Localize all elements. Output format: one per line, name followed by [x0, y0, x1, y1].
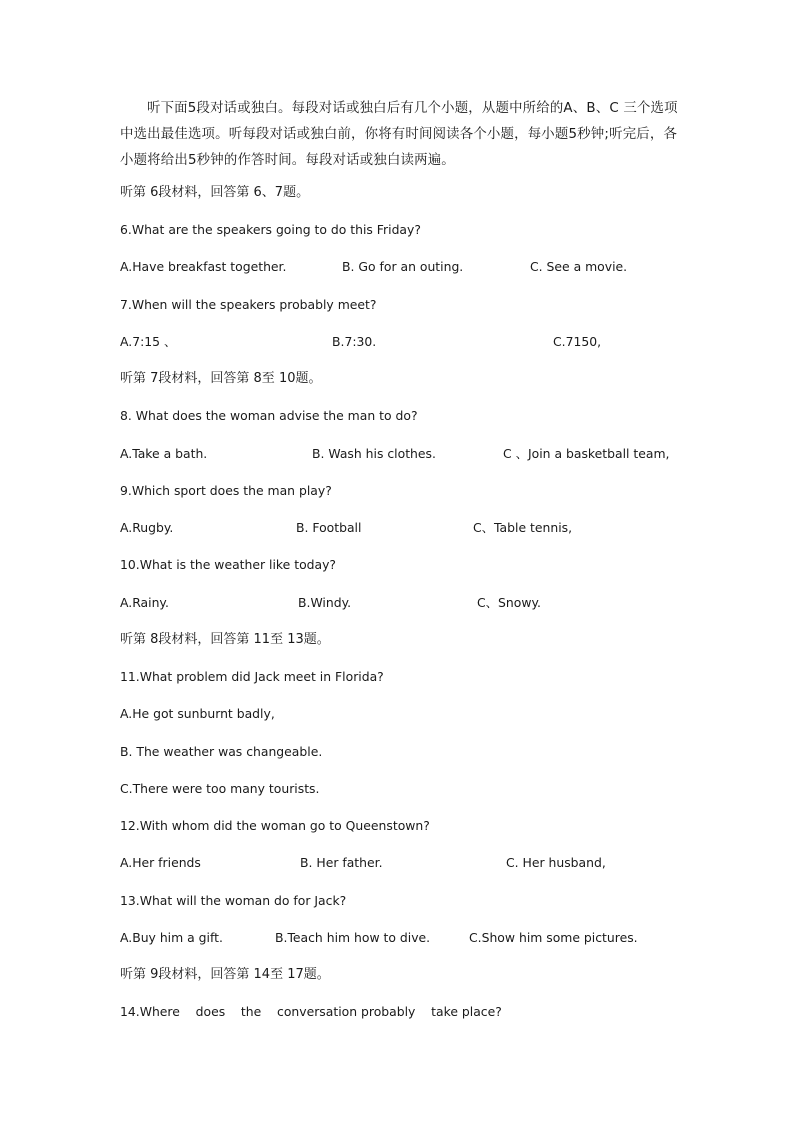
- section-9-heading: 听第 9段材料，回答第 14至 17题。: [120, 967, 330, 982]
- question-8-option-c: C 、Join a basketball team,: [503, 446, 670, 461]
- question-13: 13.What will the woman do for Jack?: [120, 893, 347, 908]
- question-6-option-c: C. See a movie.: [530, 259, 628, 274]
- question-10-option-a: A.Rainy.: [120, 595, 169, 610]
- question-12-option-a: A.Her friends: [120, 855, 201, 870]
- question-14: 14.Where does the conversation probably take place?: [120, 1004, 502, 1019]
- section-7-heading: 听第 7段材料，回答第 8至 10题。: [120, 371, 322, 386]
- question-7-option-c: C.7150,: [553, 334, 602, 349]
- question-8: 8. What does the woman advise the man to do?: [120, 408, 418, 423]
- listening-instructions: 听下面5段对话或独白。每段对话或独白后有几个小题，从题中所给的A、B、C 三个选项中选出最佳选项。听每段对话或独白前，你将有时间阅读各个小题，每小题5秒钟;听完后，各小题将给出5秒钟的作答时间。每段对话或独白读两遍。: [120, 101, 678, 168]
- question-11-option-b: B. The weather was changeable.: [120, 744, 323, 759]
- question-13-option-c: C.Show him some pictures.: [469, 930, 638, 945]
- question-11-option-a: A.He got sunburnt badly,: [120, 706, 275, 721]
- question-9-option-a: A.Rugby.: [120, 520, 174, 535]
- question-7-option-b: B.7:30.: [332, 334, 377, 349]
- section-8-heading: 听第 8段材料，回答第 11至 13题。: [120, 632, 330, 647]
- section-6-heading: 听第 6段材料，回答第 6、7题。: [120, 185, 310, 200]
- question-11: 11.What problem did Jack meet in Florida?: [120, 669, 384, 684]
- question-10-option-c: C、Snowy.: [477, 595, 541, 610]
- question-11-option-c: C.There were too many tourists.: [120, 781, 320, 796]
- question-6: 6.What are the speakers going to do this Friday?: [120, 222, 421, 237]
- question-7: 7.When will the speakers probably meet?: [120, 297, 377, 312]
- question-7-option-a: A.7:15 、: [120, 334, 177, 349]
- question-10-option-b: B.Windy.: [298, 595, 352, 610]
- question-10: 10.What is the weather like today?: [120, 557, 337, 572]
- question-13-option-a: A.Buy him a gift.: [120, 930, 223, 945]
- question-6-option-a: A.Have breakfast together.: [120, 259, 287, 274]
- question-13-option-b: B.Teach him how to dive.: [275, 930, 431, 945]
- question-9: 9.Which sport does the man play?: [120, 483, 332, 498]
- question-8-option-b: B. Wash his clothes.: [312, 446, 436, 461]
- question-12-option-b: B. Her father.: [300, 855, 383, 870]
- question-6-option-b: B. Go for an outing.: [342, 259, 464, 274]
- question-12-option-c: C. Her husband,: [506, 855, 606, 870]
- question-12: 12.With whom did the woman go to Queenstown?: [120, 818, 430, 833]
- question-8-option-a: A.Take a bath.: [120, 446, 208, 461]
- question-9-option-c: C、Table tennis,: [473, 520, 573, 535]
- question-9-option-b: B. Football: [296, 520, 362, 535]
